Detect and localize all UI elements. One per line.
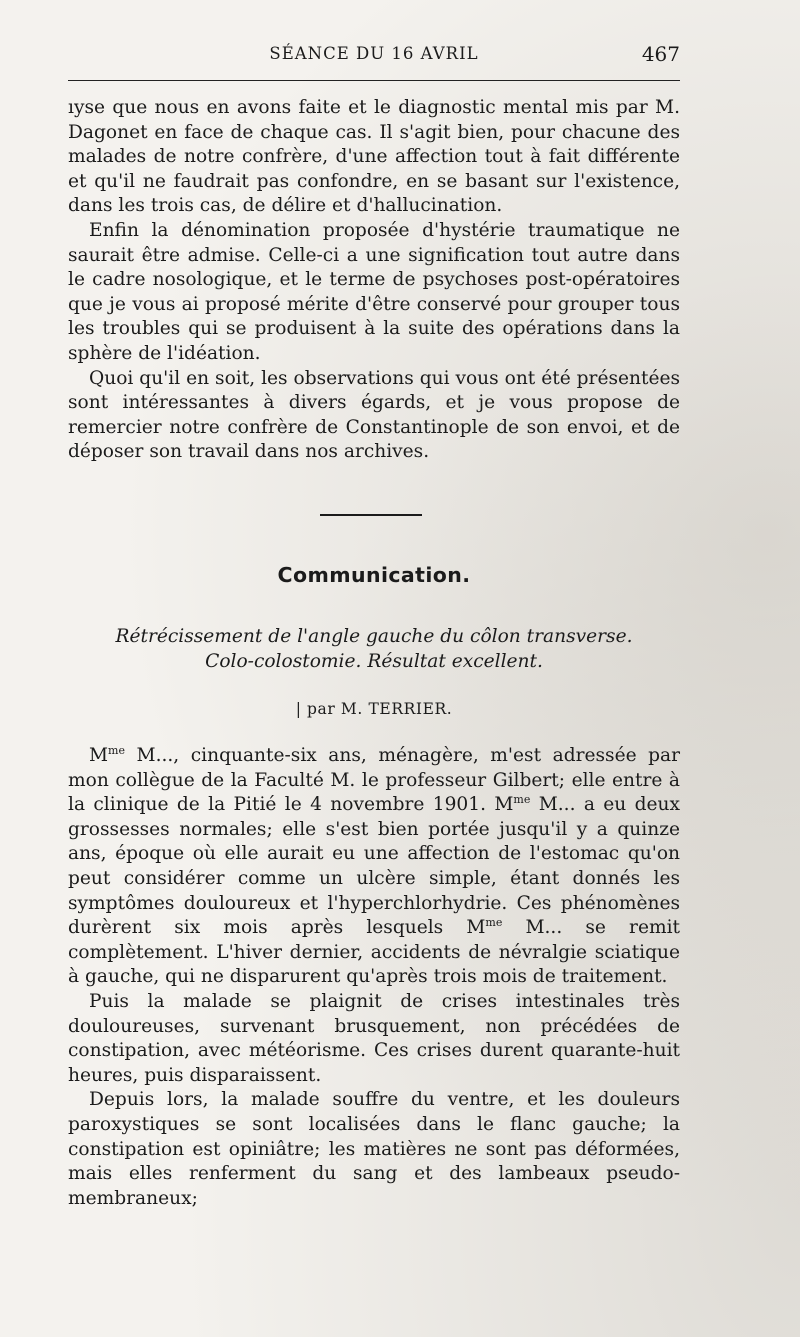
section-divider [320, 514, 422, 516]
superscript: me [108, 743, 125, 757]
paragraph: Enfin la dénomination proposée d'hystérie traumatique ne saurait être admise. Celle-ci a une signification tout autre dans le cadre nosologique, et le terme de psychoses post-opératoires que je vous ai proposé mérite d'être conservé pour grouper tous les troubles qui se produisent à la suite des opérations dans la sphère de l'idéation. [68, 219, 680, 364]
superscript: me [485, 915, 503, 929]
paragraph: Quoi qu'il en soit, les observations qui vous ont été présentées sont intéressantes à divers égards, et je vous propose de remercier notre confrère de Constantinople de son envoi, et de déposer son travail dans nos archives. [68, 367, 680, 463]
article-title [68, 624, 680, 674]
article-title-line: Colo-colostomie. Résultat excellent. [205, 651, 543, 672]
paragraph: Puis la malade se plaignit de crises intestinales très douloureuses, survenant brusquement, non précédées de constipation, avec météorisme. Ces crises durent quarante-huit heures, puis disparaissent. [68, 990, 680, 1086]
paragraph: ıyse que nous en avons faite et le diagnostic mental mis par M. Dagonet en face de chaque cas. Il s'agit bien, pour chacune des malades de notre confrère, d'une affection tout à fait différente et qu'il ne faudrait pas confondre, en se basant sur l'existence, dans les trois cas, de délire et d'hallucination. [68, 97, 680, 217]
author-byline: | par M. TERRIER. [295, 700, 453, 718]
superscript: me [513, 793, 531, 806]
article-body [68, 744, 680, 1211]
text-run: M... se remit complètement. L'hiver dernier, accidents de névralgie sciatique à gauche, qui ne disparurent qu'après trois mois de traitement. [68, 917, 680, 988]
continued-text-block [68, 96, 680, 465]
page-header [68, 42, 680, 72]
article-title-line: Rétrécissement de l'angle gauche du côlon transverse. [115, 626, 633, 647]
text-run: M [89, 745, 109, 766]
text-run: M... a eu deux grossesses normales; elle s'est bien portée jusqu'il y a quinze ans, époque où elle aurait eu une affection de l'estomac qu'on peut considérer comme un ulcère simple, étant donnés les symptômes douloureux et l'hyperchlorhydrie. Ces phénomènes durèrent six mois après lesquels M [68, 794, 680, 939]
paragraph [68, 744, 680, 990]
text-run: M..., cinquante-six ans, ménagère, m'est adressée par mon collègue de la Faculté M. le professeur Gilbert; elle entre à la clinique de la Pitié le 4 novembre 1901. M [68, 745, 680, 816]
header-rule [68, 80, 680, 81]
section-heading: Communication. [277, 563, 471, 587]
page-number: 467 [641, 42, 680, 66]
paragraph: Depuis lors, la malade souffre du ventre, et les douleurs paroxystiques se sont localisées dans le flanc gauche; la constipation est opiniâtre; les matières ne sont pas déformées, mais elles renferment du sang et des lambeaux pseudo-membraneux; [68, 1089, 680, 1209]
running-title: SÉANCE DU 16 AVRIL [269, 44, 479, 63]
